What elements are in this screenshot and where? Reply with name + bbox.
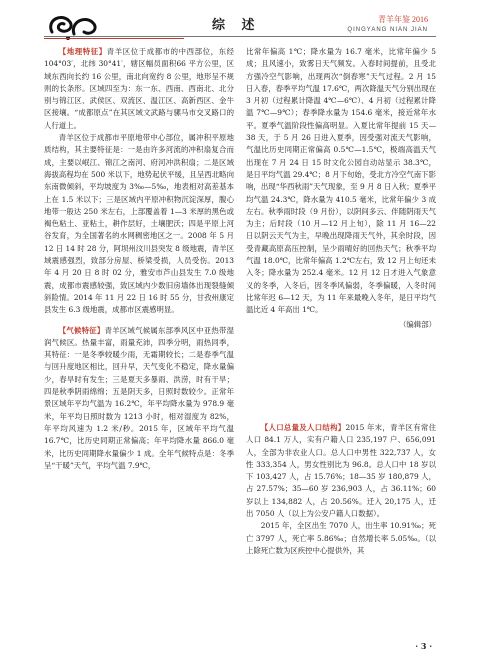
geography-paragraph: [44, 46, 234, 132]
climate-text-2: 比常年偏高 1℃；降水量为 16.7 毫米，比常年偏少 5 成；且风速小，致雾日天气频发。入春时间提前，且受北方强冷空气影响，出现两次“倒春寒”天气过程。2 月 15 日入春，春季平均气温 17.6℃，两次降温天气分别出现在 3 月初（过程累计降温 4℃—6℃）、4 月初（过程累计降温 7℃—9℃）；春季降水量为 154.6 毫米，接近常年水平。夏季气温阶段性偏高明显。入夏比常年提前 15 天—38 天，于 5 月 26 日进入夏季，因受强对流天气影响，气温比历史同期正常偏高 0.5℃—1.5℃，极端高温天气出现在 7 月 24 日 15 时文化公园自动站显示 38.3℃，是日平均气温 29.4℃；8 月下旬始，受北方冷空气南下影响，出现“华西秋雨”天气现象，至 9 月 8 日入秋；夏季平均气温 24.3℃，降水量为 410.5 毫米，比常年偏少 3 成左右。秋季雨时段（9 月份），以阴间多云、伴随阴雨天气为主；后时段（10 月—12 月上旬），除 11 月 16—22 日以阴云天气为主，早晚出现降雨天气外，其余时段，因受青藏高原高压控制，呈少雨晴好的回热天气；秋季平均气温 18.0℃，比常年偏高 1.2℃左右，致 12 月上旬还未入冬；降水量为 252.4 毫米。12 月 12 日才进入气象意义的冬季，入冬后，因冬季风偏弱，冬季偏暖，入冬时间比常年迟 6—12 天，为 11 年来最晚入冬年，是日平均气温比近 4 年高出 1℃。: [246, 47, 436, 315]
population-paragraph: [246, 422, 436, 520]
left-column: [44, 46, 234, 472]
page-number: · 3 ·: [415, 641, 432, 651]
geography-text-1: 青羊区位于成都市的中西部位，东经 104°03′，北纬 30°41′，辖区幅员面积66 平方公里，区域东西向长约 16 公里，南北向宽约 8 公里，地形呈不规则的长条形。区域四至为：东一东、西南、西南北、北分别与锦江区、武侯区、双流区、温江区、高新西区、金牛区接壤。“成都原点”在其区域文武路与骡马市交叉路口的人行道上。: [44, 47, 234, 130]
climate-paragraph: [44, 325, 234, 473]
geography-text-2: 青羊区位于成都市平原地带中心部位，属冲积平原地质结构，其主要特征是：一是由许多河流的冲积扇复合而成，主要以岷江、锦江之南河、府河冲洪积扇；二是区域海拔高程均在 500 米以下，地势起伏平缓，且呈西北略向东南微倾斜，平均坡度为 3‰—5‰，地表相对高差基本上在 1.5 米以下；三是区域内平原冲积物沉淀深厚，腹心地带一般达 250 米左右，上部覆盖着 1—3 米厚的黑色或褐色粘土、亚粘土，耕作层好，土壤肥沃；四是平原上河谷发育，为全国著名的水网稠密地区之一。2008 年 5 月 12 日 14 时 28 分，阿坝州汶川县突发 8 级地震，青羊区域震感强烈，致部分房屋、桥梁受损，人员受伤。2013 年 4 月 20 日 8 时 02 分，雅安市芦山县发生 7.0 级地震，成都市震感较强，致区域内少数旧房墙体出现裂缝倾斜险情。2014 年 11 月 22 日 16 时 55 分，甘孜州康定县发生 6.3 级地震，成都市区震感明显。: [44, 133, 234, 315]
journal-name-en: QINGYANG NIAN JIAN: [347, 27, 428, 33]
section-gap: [44, 317, 234, 325]
climate-tag: 【气候特征】: [58, 325, 105, 335]
right-column: [246, 46, 436, 331]
page-title: 综 述: [212, 18, 261, 33]
header-accent-divider: [44, 38, 184, 39]
climate-text-1: 青羊区域气候属东部季风区中亚热带湿润气候区。热量丰富，雨量充沛，四季分明，雨热同季，其特征：一是冬季较暖少雨，无霜期较长；二是春季气温与回升度地区相比，回升早，天气变化不稳定，降水量偏少，春旱时有发生；三是夏天多暴雨、洪涝，时有干旱；四是秋季阴雨绵绵；五是阴天多，日照时数较少。正常年景区域年平均气温为 16.2℃，年平均降水量为 978.9 毫米，年平均日照时数为 1213 小时，相对湿度为 82%，年平均风速为 1.2 米/秒。2015 年，区域年平均气温 16.7℃，比历史同期正常偏高；年平均降水量 866.0 毫米，比历史同期降水量偏少 1 成。全年气候特点是：冬季呈“干暖”天气，平均气温 7.9℃，: [44, 325, 234, 470]
yearbook-logo-icon: [44, 8, 104, 46]
population-text-2: 2015 年，全区出生 7070 人，出生率 10.91‰；死亡 3797 人，死亡率 5.86‰；自然增长率 5.05‰。（以上除死亡数为区疾控中心提供外，其: [246, 521, 436, 555]
editor-credit: （编辑部）: [399, 319, 436, 329]
header-divider: [44, 36, 436, 37]
geography-tag: 【地理特征】: [58, 47, 107, 56]
population-tag: 【人口总量及人口结构】: [260, 423, 346, 432]
journal-name: 青羊年鉴 2016: [378, 15, 428, 24]
population-section: [246, 422, 436, 557]
population-text-1: 2015 年末，青羊区有常住人口 84.1 万人，实有户籍人口 235,197 户、656,091 人，全部为非农业人口。总人口中男性 322,737 人，女性 333,354 人，男女性别比为 96.8。总人口中 18 岁以下 103,427 人，占 15.76%；18—35 岁 180,879 人，占 27.57%；35—60 岁 236,903 人，占 36.11%；60 岁以上 134,882 人，占 20.56%。迁入 20,175 人，迁出 7050 人（以上为公安户籍人口数据）。: [246, 423, 436, 519]
